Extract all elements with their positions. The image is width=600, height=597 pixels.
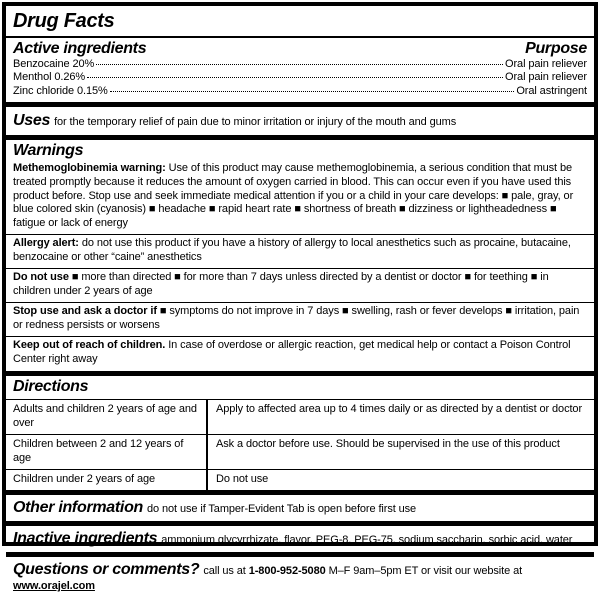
dot-leader bbox=[87, 77, 503, 78]
ingredient-name: Zinc chloride 0.15% bbox=[13, 84, 108, 97]
ingredient-row bbox=[13, 71, 587, 84]
ingredient-row bbox=[13, 58, 587, 71]
keep-out-of-reach-warning bbox=[6, 337, 594, 370]
do-not-use-warning bbox=[6, 269, 594, 302]
warning-body: In case of overdose or allergic reaction, get medical help or contact a Poison Control Center right away bbox=[13, 339, 571, 366]
directions-instruction-cell: Do not use bbox=[206, 470, 594, 490]
warnings-section bbox=[6, 140, 594, 371]
directions-instruction-cell: Apply to affected area up to 4 times daily or as directed by a dentist or doctor bbox=[206, 400, 594, 434]
ingredient-purpose: Oral astringent bbox=[516, 84, 587, 97]
directions-instruction-cell: Ask a doctor before use. Should be supervised in the use of this product bbox=[206, 435, 594, 469]
other-information-section bbox=[6, 495, 594, 521]
warning-lead: Methemoglobinemia warning: bbox=[13, 162, 166, 175]
warning-lead: Stop use and ask a doctor if bbox=[13, 305, 157, 318]
ingredient-row bbox=[13, 85, 587, 102]
uses-heading: Uses bbox=[13, 112, 51, 130]
phone-number: 1-800-952-5080 bbox=[248, 565, 326, 578]
warning-lead: Allergy alert: bbox=[13, 237, 79, 250]
inactive-ingredients-section bbox=[6, 526, 594, 552]
active-ingredients-heading: Active ingredients bbox=[13, 40, 147, 57]
ingredient-purpose: Oral pain reliever bbox=[505, 58, 587, 70]
website-link: www.orajel.com bbox=[13, 580, 95, 593]
inactive-ingredients-body: ammonium glycyrrhizate, flavor, PEG-8, PEG-75, sodium saccharin, sorbic acid, water bbox=[161, 534, 573, 547]
directions-heading: Directions bbox=[13, 377, 89, 395]
uses-body: for the temporary relief of pain due to minor irritation or injury of the mouth and gums bbox=[54, 116, 457, 129]
inactive-ingredients-heading: Inactive ingredients bbox=[13, 530, 158, 548]
warning-body: ■ more than directed ■ for more than 7 days unless directed by a dentist or doctor ■ for teething ■ in children under 2 years of age bbox=[13, 271, 549, 298]
active-ingredients-section bbox=[6, 38, 594, 102]
other-information-body: do not use if Tamper-Evident Tab is open before first use bbox=[147, 503, 417, 516]
warning-lead: Keep out of reach of children. bbox=[13, 339, 166, 352]
drug-facts-title: Drug Facts bbox=[13, 10, 115, 32]
ingredient-purpose: Oral pain reliever bbox=[505, 71, 587, 84]
questions-heading: Questions or comments? bbox=[13, 561, 200, 579]
questions-mid: M–F 9am–5pm ET or visit our website at bbox=[328, 565, 523, 578]
warning-lead: Do not use bbox=[13, 271, 69, 284]
questions-pre: call us at bbox=[203, 565, 246, 578]
directions-table bbox=[6, 400, 594, 490]
warning-body: Use of this product may cause methemoglobinemia, a serious condition that must be treated promptly because it reduces the amount of oxygen carried in blood. This can occur even if you have used this product before. Stop use and seek immediate medical attention if you or a child in your care develops: ■ pale, gray, or blue colored skin (cyanosis) ■ headache ■ rapid heart rate ■ shortness of breath ■ dizziness or lightheadedness ■ fatigue or lack of energy bbox=[13, 162, 574, 230]
warning-body: do not use this product if you have a history of allergy to local anesthetics such as procaine, butacaine, benzocaine or other “caine” anesthetics bbox=[13, 237, 571, 264]
other-information-heading: Other information bbox=[13, 499, 144, 517]
directions-age-cell: Children under 2 years of age bbox=[13, 473, 156, 486]
uses-section bbox=[6, 107, 594, 135]
stop-use-warning bbox=[6, 303, 594, 336]
directions-section bbox=[6, 376, 594, 490]
methemoglobinemia-warning bbox=[6, 160, 594, 234]
warning-body: ■ symptoms do not improve in 7 days ■ swelling, rash or fever develops ■ irritation, pain or redness persists or worsens bbox=[13, 305, 580, 332]
dot-leader bbox=[96, 64, 503, 65]
allergy-alert bbox=[6, 235, 594, 268]
directions-age-cell: Adults and children 2 years of age and over bbox=[13, 403, 197, 430]
questions-section bbox=[6, 557, 594, 597]
drug-facts-label bbox=[2, 2, 598, 593]
dot-leader bbox=[110, 91, 515, 92]
ingredient-name: Benzocaine 20% bbox=[13, 58, 95, 70]
warnings-heading: Warnings bbox=[13, 142, 84, 160]
purpose-heading: Purpose bbox=[525, 40, 587, 57]
ingredient-name: Menthol 0.26% bbox=[13, 71, 86, 84]
directions-age-cell: Children between 2 and 12 years of age bbox=[13, 438, 184, 465]
